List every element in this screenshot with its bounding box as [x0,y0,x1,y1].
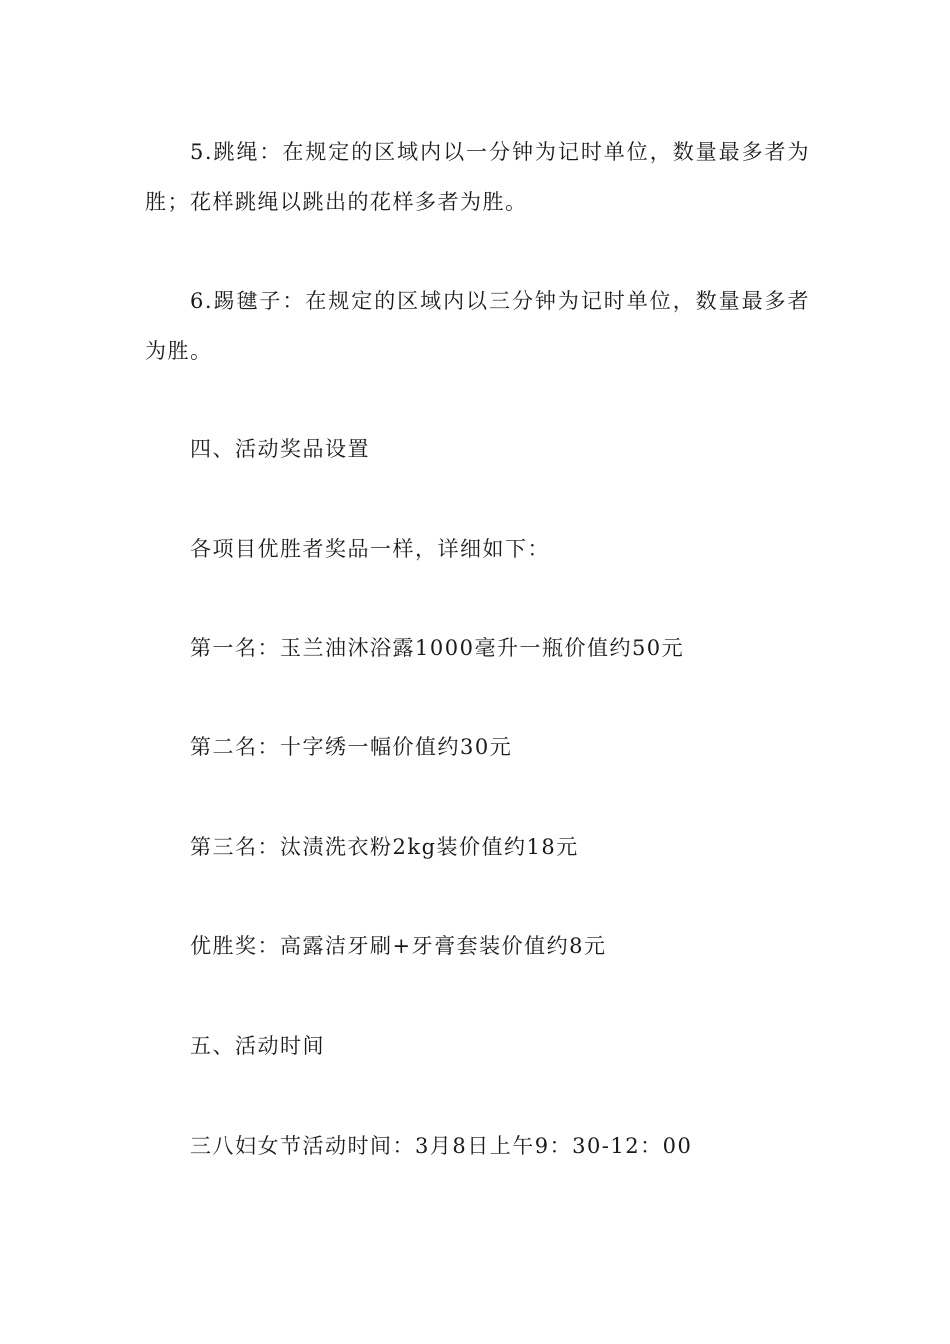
paragraph-shuttlecock: 6.踢毽子：在规定的区域内以三分钟为记时单位，数量最多者为胜。 [145,289,810,363]
paragraph-third-prize: 第三名：汰渍洗衣粉2kg装价值约18元 [190,835,579,859]
paragraph-first-prize: 第一名：玉兰油沐浴露1000毫升一瓶价值约50元 [190,636,685,660]
paragraph-event-time: 三八妇女节活动时间：3月8日上午9：30-12：00 [190,1134,693,1158]
paragraph-rope-skipping: 5.跳绳：在规定的区域内以一分钟为记时单位，数量最多者为胜；花样跳绳以跳出的花样多者为胜。 [145,140,810,214]
section-heading-prizes: 四、活动奖品设置 [190,437,370,461]
paragraph-merit-prize: 优胜奖：高露洁牙刷+牙膏套装价值约8元 [190,934,607,958]
paragraph-second-prize: 第二名：十字绣一幅价值约30元 [190,735,513,759]
section-heading-time: 五、活动时间 [190,1034,325,1058]
paragraph-prize-intro: 各项目优胜者奖品一样，详细如下： [190,537,550,561]
